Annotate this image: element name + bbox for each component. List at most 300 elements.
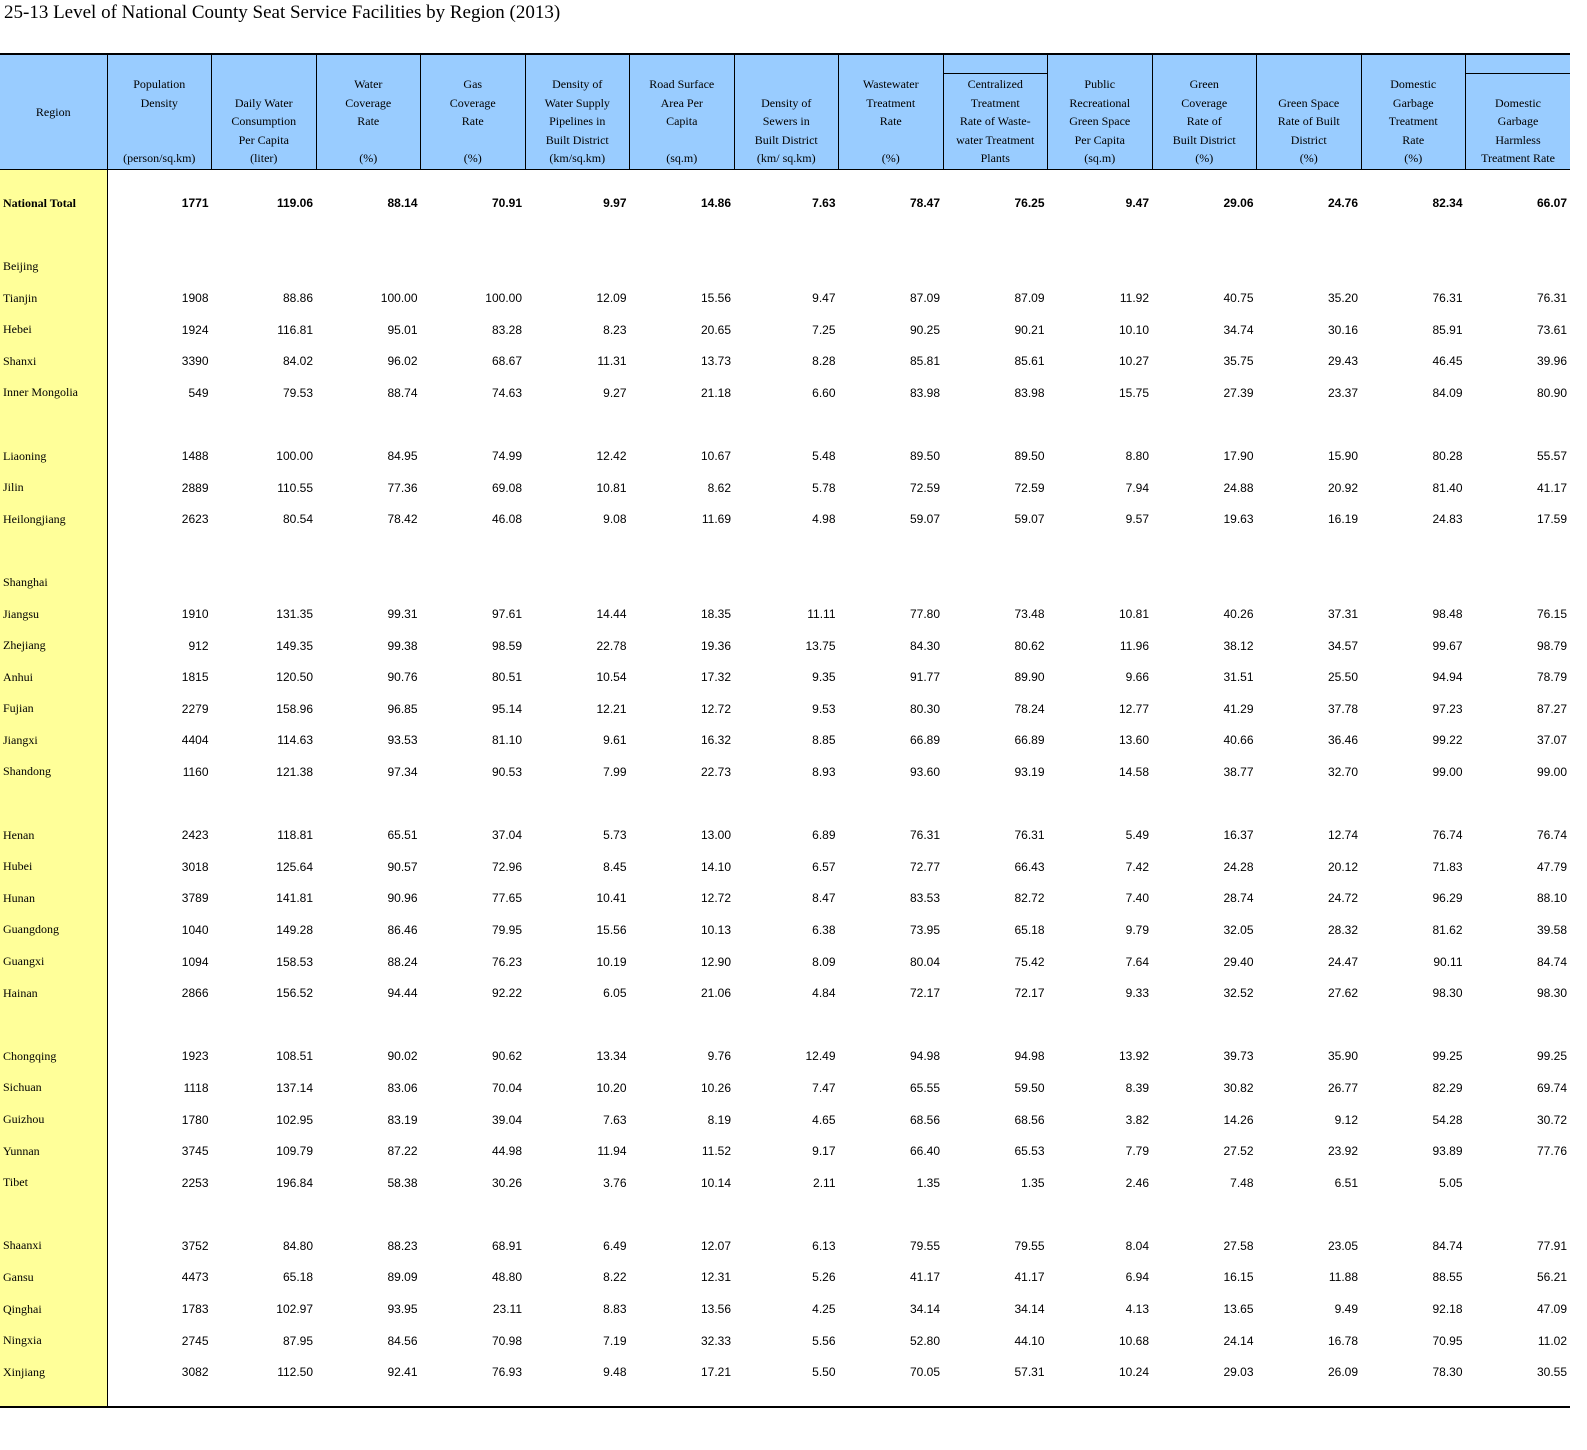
column-header [107,54,212,169]
value-cell [1257,219,1362,251]
value-cell [421,1199,526,1231]
value-cell: 90.25 [909,322,940,337]
value-cell: 65.18 [1014,922,1045,937]
value-cell: 2.11 [813,1175,836,1190]
value-cell [943,1009,1048,1041]
value-cell [1361,409,1466,441]
value-cell: 96.85 [387,701,418,716]
region-cell: Hebei [0,314,107,346]
value-cell [734,788,839,820]
region-cell: Heilongjiang [0,503,107,535]
value-cell: 12.77 [1118,701,1149,716]
table-body [0,169,1570,1407]
region-cell: Xinjiang [0,1356,107,1388]
value-cell: 13.65 [1223,1302,1254,1317]
column-header-line: Plants [980,151,1010,165]
value-cell [839,409,944,441]
value-cell [1257,788,1362,820]
value-cell: 9.97 [603,196,627,211]
value-cell: 6.94 [1125,1270,1149,1285]
value-cell: 23.92 [1327,1144,1358,1159]
column-header-line: Density [140,95,178,110]
column-header-line [841,131,941,150]
value-cell: 76.93 [491,1365,522,1380]
value-cell [212,169,317,188]
region-cell: Shanghai [0,567,107,599]
value-cell: 100.00 [485,291,522,306]
region-cell: Liaoning [0,440,107,472]
value-cell: 8.28 [812,354,836,369]
value-cell [734,1199,839,1231]
value-cell: 99.22 [1432,733,1463,748]
column-header-label [423,75,523,168]
value-cell: 83.28 [491,322,522,337]
value-cell: 9.47 [1125,196,1149,211]
table-row [0,630,1570,662]
value-cell [1466,567,1571,599]
table-row [0,1262,1570,1294]
column-header-line: Rate [879,114,902,128]
value-cell: 65.53 [1014,1144,1045,1159]
value-cell: 30.55 [1536,1365,1567,1380]
value-cell: 11.02 [1537,1333,1567,1348]
column-header-label [319,75,419,168]
value-cell [1466,535,1571,567]
value-cell: 38.12 [1223,638,1254,653]
value-cell: 37.31 [1327,607,1358,622]
value-cell [212,1388,317,1407]
value-cell [630,219,735,251]
column-header-label [737,75,837,168]
table-row [0,314,1570,346]
value-cell: 8.62 [707,480,731,495]
value-cell: 65.51 [387,828,418,843]
region-cell: Shaanxi [0,1230,107,1262]
value-cell [734,219,839,251]
value-cell: 41.17 [1536,480,1567,495]
value-cell [1361,567,1466,599]
value-cell: 82.34 [1432,196,1463,211]
value-cell: 4.98 [812,512,836,527]
value-cell: 24.28 [1223,859,1254,874]
value-cell [212,535,317,567]
value-cell: 109.79 [276,1144,313,1159]
value-cell: 8.47 [812,891,836,906]
value-cell: 29.43 [1327,354,1358,369]
value-cell [1152,219,1257,251]
value-cell: 8.93 [812,764,836,779]
value-cell: 34.14 [909,1302,940,1317]
value-cell: 156.52 [276,986,313,1001]
value-cell: 100.00 [380,291,418,306]
value-cell [839,1388,944,1407]
value-cell [839,567,944,599]
value-cell: 91.77 [909,670,940,685]
table-row [0,440,1570,472]
region-cell: Inner Mongolia [0,377,107,409]
column-header-line: Coverage [1181,95,1228,110]
value-cell: 80.28 [1432,449,1463,464]
column-header-line: Domestic [1390,77,1437,91]
value-cell: 81.10 [491,733,522,748]
table-row [0,851,1570,883]
table-row [0,819,1570,851]
value-cell [525,1009,630,1041]
table-row [0,251,1570,283]
value-cell: 98.48 [1432,607,1463,622]
value-cell: 27.62 [1327,986,1358,1001]
value-cell: 3082 [181,1365,209,1380]
value-cell: 84.02 [282,354,313,369]
spacer-row [0,1388,1570,1407]
value-cell: 41.17 [1014,1270,1045,1285]
column-header-label [528,75,628,168]
value-cell: 9.53 [812,701,836,716]
value-cell [1466,788,1571,820]
column-header-line: Per Capita [238,132,289,147]
value-cell [1048,251,1153,283]
value-cell [1152,169,1257,188]
value-cell: 94.98 [909,1049,940,1064]
region-cell: Hubei [0,851,107,883]
value-cell: 6.38 [812,922,836,937]
value-cell: 1118 [183,1080,209,1095]
value-cell: 79.95 [491,922,522,937]
value-cell: 10.13 [700,922,731,937]
value-cell: 196.84 [276,1175,313,1190]
value-cell: 100.00 [276,449,313,464]
value-cell: 22.73 [700,764,731,779]
value-cell [107,409,212,441]
value-cell: 12.72 [700,701,731,716]
value-cell: 72.59 [909,480,940,495]
value-cell: 3752 [181,1238,209,1253]
value-cell: 13.00 [700,828,731,843]
value-cell: 70.95 [1432,1333,1463,1348]
column-header [1048,54,1153,169]
value-cell: 84.09 [1432,385,1463,400]
value-cell [1152,1199,1257,1231]
value-cell: 84.74 [1432,1238,1463,1253]
value-cell: 41.17 [909,1270,940,1285]
value-cell [316,1009,421,1041]
value-cell: 69.74 [1536,1080,1567,1095]
value-cell: 39.73 [1223,1049,1254,1064]
spacer-row [0,1009,1570,1041]
value-cell: 14.58 [1118,764,1149,779]
value-cell [630,251,735,283]
value-cell: 24.88 [1223,480,1254,495]
value-cell: 17.90 [1223,449,1254,464]
value-cell: 66.07 [1536,196,1567,211]
value-cell: 21.06 [700,986,731,1001]
value-cell: 39.96 [1536,354,1567,369]
column-header-label [110,75,210,168]
value-cell [943,788,1048,820]
column-header-line [319,131,419,150]
value-cell: 99.25 [1536,1049,1567,1064]
value-cell: 24.83 [1432,512,1463,527]
value-cell: 4.13 [1125,1302,1149,1317]
value-cell [525,535,630,567]
column-header [525,54,630,169]
value-cell: 35.90 [1327,1049,1358,1064]
region-cell: Guangxi [0,946,107,978]
value-cell [421,567,526,599]
value-cell: 2745 [181,1333,209,1348]
value-cell: 8.22 [603,1270,627,1285]
column-header-line: Water Supply [544,95,610,110]
value-cell: 34.57 [1327,638,1358,653]
table-row [0,1230,1570,1262]
value-cell: 92.41 [387,1365,418,1380]
value-cell: 90.21 [1014,322,1045,337]
value-cell: 73.95 [909,922,940,937]
value-cell [1466,409,1571,441]
value-cell: 80.90 [1536,385,1567,400]
region-cell: Sichuan [0,1072,107,1104]
value-cell: 58.38 [387,1175,418,1190]
value-cell: 119.06 [276,196,313,211]
value-cell: 84.95 [387,449,418,464]
value-cell: 2279 [181,701,209,716]
value-cell: 19.36 [700,638,731,653]
value-cell: 10.27 [1118,354,1149,369]
value-cell: 94.98 [1014,1049,1045,1064]
value-cell: 86.46 [387,922,418,937]
value-cell: 89.50 [1014,449,1045,464]
value-cell: 83.53 [909,891,940,906]
value-cell: 90.11 [1433,954,1463,969]
value-cell [1257,1009,1362,1041]
value-cell [1048,788,1153,820]
value-cell: 93.19 [1014,764,1045,779]
value-cell: 72.17 [1014,986,1045,1001]
value-cell [1152,535,1257,567]
value-cell: 47.09 [1536,1302,1567,1317]
value-cell: 16.32 [700,733,731,748]
value-cell: 88.24 [387,954,418,969]
value-cell [421,788,526,820]
value-cell: 9.35 [812,670,836,685]
value-cell: 78.47 [909,196,940,211]
value-cell: 81.62 [1432,922,1463,937]
value-cell: 65.55 [909,1080,940,1095]
value-cell: 9.79 [1125,922,1149,937]
region-cell: Chongqing [0,1041,107,1073]
value-cell [1466,219,1571,251]
value-cell: 24.72 [1327,891,1358,906]
value-cell: 121.38 [276,764,313,779]
column-header [734,54,839,169]
value-cell: 10.20 [596,1080,627,1095]
value-cell: 5.56 [812,1333,836,1348]
region-cell: Hainan [0,977,107,1009]
value-cell [1361,169,1466,188]
value-cell: 85.61 [1014,354,1045,369]
value-cell: 1783 [181,1302,209,1317]
column-header-label [1259,75,1359,168]
value-cell [212,1009,317,1041]
value-cell [525,251,630,283]
column-header-line: Gas [463,77,483,91]
value-cell: 14.44 [596,607,627,622]
value-cell: 108.51 [276,1049,313,1064]
column-header-line: Pipelines in [549,114,606,128]
value-cell [316,169,421,188]
value-cell: 25.50 [1327,670,1358,685]
value-cell: 29.03 [1223,1365,1254,1380]
value-cell: 87.09 [909,291,940,306]
column-header-line: (liter) [250,151,278,165]
value-cell: 9.61 [603,733,627,748]
value-cell: 5.05 [1439,1175,1463,1190]
value-cell [1466,1388,1571,1407]
spacer-row [0,169,1570,188]
column-header-label [1050,75,1150,168]
value-cell: 149.35 [276,638,313,653]
value-cell: 34.74 [1223,322,1254,337]
value-cell [421,251,526,283]
value-cell: 37.04 [491,828,522,843]
value-cell: 97.61 [491,607,522,622]
column-header-line: Density of [761,95,812,110]
value-cell [1152,788,1257,820]
value-cell: 68.56 [1014,1112,1045,1127]
value-cell: 16.19 [1327,512,1358,527]
value-cell: 66.89 [909,733,940,748]
table-row [0,661,1570,693]
value-cell: 27.58 [1223,1238,1254,1253]
value-cell: 2423 [181,828,209,843]
table-row [0,1135,1570,1167]
column-header-line [423,131,523,150]
column-header [1466,54,1571,169]
column-header-line: Built District [1172,132,1236,147]
column-header [1361,54,1466,169]
column-header-line: Capita [666,114,698,128]
value-cell: 66.43 [1014,859,1045,874]
value-cell: 20.92 [1327,480,1358,495]
value-cell: 3789 [181,891,209,906]
value-cell [316,251,421,283]
value-cell [630,169,735,188]
value-cell: 6.51 [1334,1175,1358,1190]
value-cell: 116.81 [277,322,313,337]
value-cell: 84.80 [282,1238,313,1253]
value-cell: 82.72 [1014,891,1045,906]
value-cell: 56.21 [1536,1270,1567,1285]
value-cell: 16.15 [1223,1270,1254,1285]
value-cell [525,1388,630,1407]
value-cell: 17.21 [700,1365,731,1380]
column-header-line: (sq.m) [666,151,698,165]
column-header-line: Wastewater [862,77,919,91]
value-cell: 10.54 [596,670,627,685]
value-cell: 9.08 [603,512,627,527]
region-cell: National Total [0,188,107,220]
value-cell: 70.04 [491,1080,522,1095]
value-cell: 48.80 [491,1270,522,1285]
value-cell: 14.86 [700,196,731,211]
value-cell: 30.16 [1327,322,1358,337]
value-cell: 46.08 [491,512,522,527]
value-cell [1466,1009,1571,1041]
value-cell: 77.36 [387,480,418,495]
value-cell: 30.82 [1223,1080,1254,1095]
value-cell: 24.14 [1223,1333,1254,1348]
value-cell [839,1199,944,1231]
value-cell: 79.55 [909,1238,940,1253]
value-cell: 12.49 [805,1049,836,1064]
value-cell: 28.32 [1327,922,1358,937]
value-cell: 15.56 [596,922,627,937]
value-cell: 14.26 [1223,1112,1254,1127]
region-cell [0,788,107,820]
region-cell: Zhejiang [0,630,107,662]
value-cell: 1923 [181,1049,209,1064]
column-header-line: (sq.m) [1084,151,1116,165]
value-cell [943,535,1048,567]
value-cell [1466,1199,1571,1231]
region-cell [0,1009,107,1041]
value-cell: 87.22 [387,1144,418,1159]
column-header-line: Density of [552,77,603,91]
value-cell [107,788,212,820]
column-header-line: Area Per [660,95,703,110]
value-cell: 83.19 [387,1112,418,1127]
value-cell: 7.64 [1125,954,1149,969]
value-cell [525,567,630,599]
value-cell: 27.39 [1223,385,1254,400]
value-cell: 77.80 [909,607,940,622]
value-cell: 3018 [181,859,209,874]
column-header-line: Rate of [1186,114,1222,128]
value-cell: 99.31 [387,607,418,622]
value-cell: 13.56 [700,1302,731,1317]
value-cell: 95.01 [387,322,418,337]
value-cell: 83.98 [1014,385,1045,400]
table-row [0,377,1570,409]
column-header-line: District [1290,132,1327,147]
value-cell [734,409,839,441]
column-header-line: Sewers in [762,114,810,128]
value-cell: 68.91 [491,1238,522,1253]
table-row [0,1325,1570,1357]
value-cell: 12.90 [700,954,731,969]
value-cell: 46.45 [1432,354,1463,369]
value-cell: 90.57 [387,859,418,874]
column-header-line: Coverage [345,95,392,110]
column-header [1152,54,1257,169]
value-cell [1048,169,1153,188]
value-cell: 6.60 [812,385,836,400]
column-header-line: Public [1084,77,1116,91]
region-cell: Tianjin [0,282,107,314]
table-row [0,598,1570,630]
value-cell: 7.25 [812,322,836,337]
value-cell [525,409,630,441]
value-cell [316,1388,421,1407]
value-cell: 79.53 [282,385,313,400]
value-cell: 69.08 [491,480,522,495]
value-cell [1152,1388,1257,1407]
value-cell [1257,409,1362,441]
value-cell: 88.14 [387,196,418,211]
value-cell: 9.57 [1125,512,1149,527]
value-cell [839,169,944,188]
value-cell: 7.19 [603,1333,627,1348]
